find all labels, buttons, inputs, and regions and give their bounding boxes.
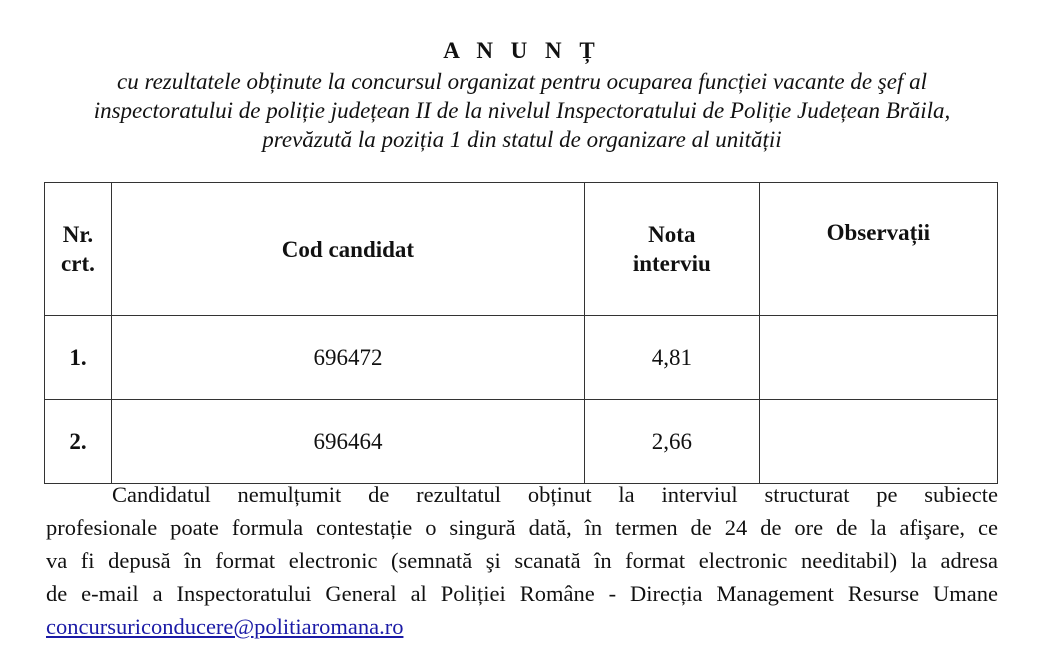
header-nr-crt-label: Nr. crt. xyxy=(61,222,95,276)
header-nr-crt xyxy=(45,183,112,316)
header-observatii: Observații xyxy=(759,183,997,316)
subtitle-line-2: inspectoratului de poliție județean II de la nivelul Inspectoratului de Poliție Județean Brăila, xyxy=(93,98,951,123)
header-cod-candidat: Cod candidat xyxy=(111,183,584,316)
cell-observatii xyxy=(759,316,997,400)
notice-line-1 xyxy=(46,478,998,511)
header-nota-interviu-label: Nota interviu xyxy=(632,222,711,276)
cell-observatii xyxy=(759,400,997,484)
results-table xyxy=(44,182,998,484)
notice-line-1-text: Candidatul nemulțumit de rezultatul obținut la interviul structurat pe subiecte xyxy=(112,482,998,507)
subtitle-line-1: cu rezultatele obținute la concursul organizat pentru ocuparea funcției vacante de şef al xyxy=(117,69,927,94)
notice-line-2: profesionale poate formula contestație o singură dată, în termen de 24 de ore de la afişare, ce xyxy=(46,515,998,540)
subtitle-line-3: prevăzută la poziția 1 din statul de organizare al unității xyxy=(262,127,782,152)
contestation-email-link[interactable]: concursuriconducere@politiaromana.ro xyxy=(46,614,404,639)
announcement-title: A N U N Ț xyxy=(443,38,601,63)
table-row xyxy=(45,400,998,484)
cell-nota-interviu: 2,66 xyxy=(585,400,760,484)
table-header-row xyxy=(45,183,998,316)
cell-nr: 1. xyxy=(45,316,112,400)
header-nota-interviu xyxy=(585,183,760,316)
table-row xyxy=(45,316,998,400)
notice-line-4: de e-mail a Inspectoratului General al Poliției Române - Direcția Management Resurse Umane xyxy=(46,581,998,606)
cell-nr: 2. xyxy=(45,400,112,484)
cell-cod-candidat: 696472 xyxy=(111,316,584,400)
cell-cod-candidat: 696464 xyxy=(111,400,584,484)
notice-email-line xyxy=(46,610,998,643)
notice-line-3: va fi depusă în format electronic (semnată şi scanată în format electronic needitabil) la adresa xyxy=(46,548,998,573)
cell-nota-interviu: 4,81 xyxy=(585,316,760,400)
